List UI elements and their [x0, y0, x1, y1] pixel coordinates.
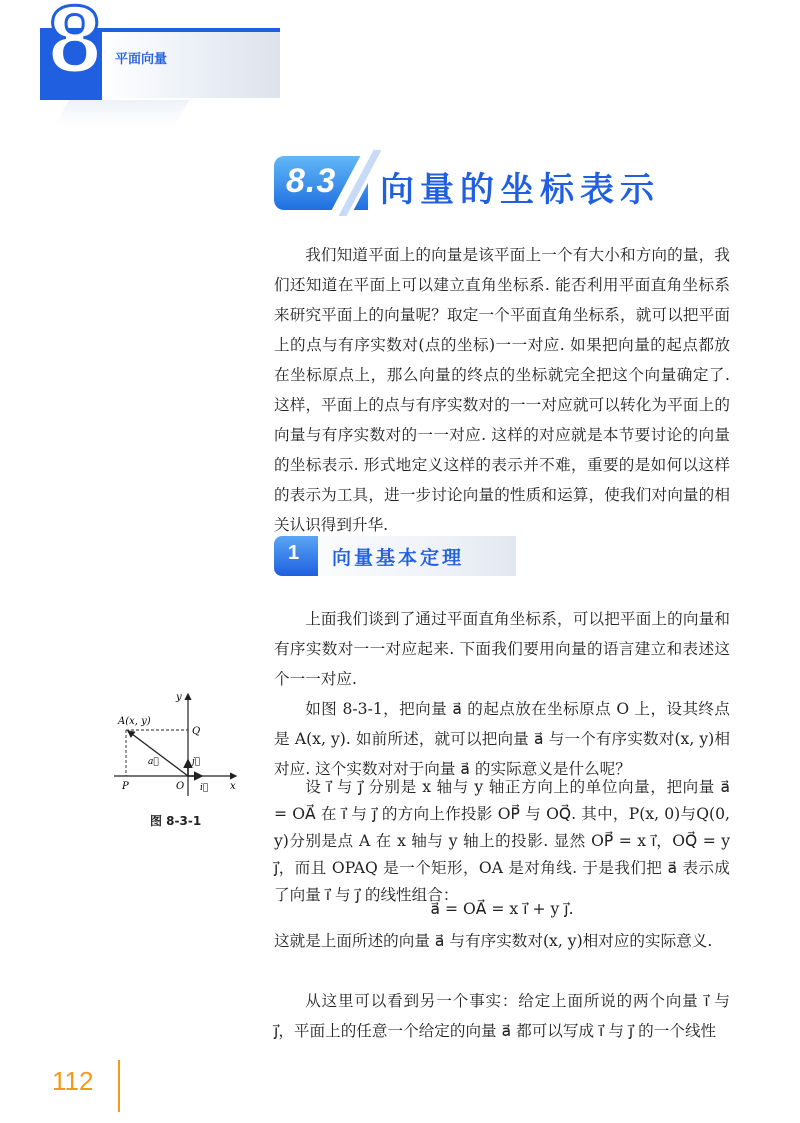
header-shadow — [54, 100, 189, 126]
paragraph-5: 从这里可以看到另一个事实：给定上面所说的两个向量 i⃗ 与 j⃗，平面上的任意一个给定的向量 a⃗ 都可以写成 i⃗ 与 j⃗ 的一个线性 — [274, 992, 730, 1040]
subsection-title: 向量基本定理 — [332, 547, 465, 569]
figure-caption: 图 8-3-1 — [150, 814, 202, 828]
intro-paragraph: 我们知道平面上的向量是该平面上一个有大小和方向的量，我们还知道在平面上可以建立直角坐标系. 能否利用平面直角坐标系来研究平面上的向量呢？取定一个平面直角坐标系，就可以把平面上的点与有序实数对(点的坐标)一一对应. 如果把向量的起点都放在坐标原点上，那么向量的终点的坐标就完全把这个向量确定了. 这样，平面上的点与有序实数对的一一对应就可以转化为平面上的向量与有序实数对的一一对应. 这样的对应就是本节要讨论的向量的坐标表示. 形式地定义这样的表示并不难，重要的是如何以这样的表示为工具，进一步讨论向量的性质和运算，使我们对向量的相关认识得到升华. — [274, 246, 730, 534]
section-title: 向量的坐标表示 — [380, 170, 660, 210]
chapter-title: 平面向量 — [115, 52, 168, 67]
figure-8-3-1 — [110, 688, 250, 798]
subsection-number: 1 — [288, 542, 300, 564]
label-a: a⃗ — [148, 757, 159, 767]
label-j: j⃗ — [192, 757, 201, 767]
label-o: O — [176, 781, 185, 792]
label-y: y — [176, 692, 182, 703]
page-number-divider — [118, 1060, 120, 1112]
coordinate-diagram — [110, 688, 250, 798]
section-number: 8.3 — [286, 162, 337, 200]
chapter-number: 8 — [48, 0, 102, 93]
paragraph-3: 设 i⃗ 与 j⃗ 分别是 x 轴与 y 轴正方向上的单位向量，把向量 a⃗ = OA⃗ 在 i⃗ 与 j⃗ 的方向上作投影 OP⃗ 与 OQ⃗. 其中，P(x, 0)与Q(0, y)分别是点 A 在 x 轴与 y 轴上的投影. 显然 OP⃗ = x i⃗，OQ⃗ = y j⃗，而且 OPAQ 是一个矩形，OA 是对角线. 于是我们把 a⃗ 表示成了向量 i⃗ 与 j⃗ 的线性组合： — [274, 778, 730, 904]
label-p: P — [122, 781, 129, 792]
label-x: x — [230, 781, 236, 792]
label-q: Q — [192, 726, 201, 737]
formula: a⃗ = OA⃗ = x i⃗ + y j⃗. — [430, 900, 574, 918]
vector-a — [128, 731, 188, 776]
paragraph-2: 如图 8-3-1，把向量 a⃗ 的起点放在坐标原点 O 上，设其终点是 A(x, y). 如前所述，就可以把向量 a⃗ 与一个有序实数对(x, y)相对应. 这个实数对对于向量 a⃗ 的实际意义是什么呢？ — [274, 700, 730, 778]
label-i: i⃗ — [200, 783, 209, 793]
page-number: 112 — [52, 1066, 94, 1096]
label-point-a: A(x, y) — [118, 716, 151, 727]
paragraph-1: 上面我们谈到了通过平面直角坐标系，可以把平面上的向量和有序实数对一一对应起来. 下面我们要用向量的语言建立和表述这个一一对应. — [274, 610, 730, 688]
paragraph-4: 这就是上面所述的向量 a⃗ 与有序实数对(x, y)相对应的实际意义. — [274, 932, 713, 950]
